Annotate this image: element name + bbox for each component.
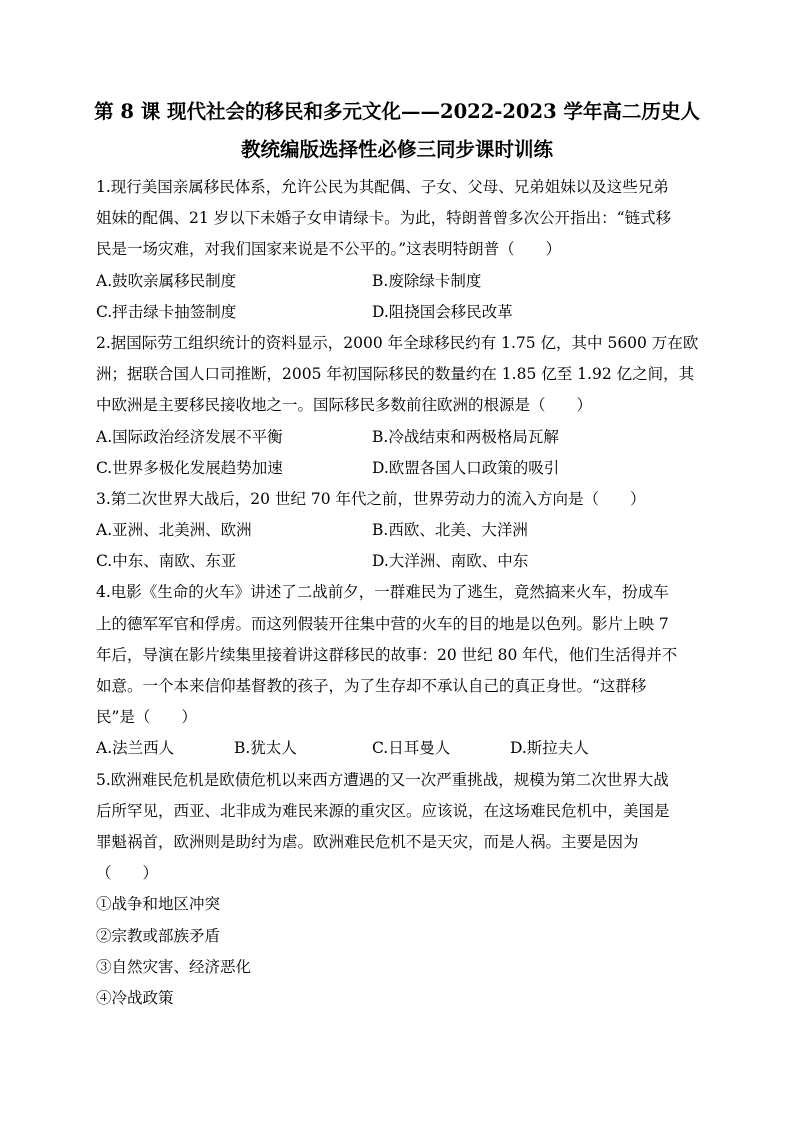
question-3 xyxy=(96,484,706,578)
question-text-line: 1.现行美国亲属移民体系，允许公民为其配偶、子女、父母、兄弟姐妹以及这些兄弟 xyxy=(96,178,669,196)
option-d: D.欧盟各国人口政策的吸引 xyxy=(372,458,560,477)
question-text-line: 中欧洲是主要移民接收地之一。国际移民多数前往欧洲的根源是（ ） xyxy=(96,396,593,415)
document-title-line-2: 教统编版选择性必修三同步课时训练 xyxy=(240,138,553,161)
question-text-line: 2.据国际劳工组织统计的资料显示，2000 年全球移民约有 1.75 亿，其中 5600 万在欧 xyxy=(96,333,699,352)
question-text-line: 姐妹的配偶、21 岁以下未婚子女申请绿卡。为此，特朗普曾多次公开指出：“链式移 xyxy=(96,209,672,228)
option-b: B.冷战结束和两极格局瓦解 xyxy=(372,427,559,446)
option-b: B.废除绿卡制度 xyxy=(372,271,482,290)
statement-4: ④冷战政策 xyxy=(96,988,174,1007)
option-a: A.亚洲、北美洲、欧洲 xyxy=(96,521,252,540)
option-c: C.日耳曼人 xyxy=(372,739,451,758)
question-text-line: 如意。一个本来信仰基督教的孩子，为了生存却不承认自己的真正身世。“这群移 xyxy=(96,677,647,695)
option-c: C.中东、南欧、东亚 xyxy=(96,552,237,571)
options-row xyxy=(96,515,706,546)
question-text-line: 后所罕见，西亚、北非成为难民来源的重灾区。应该说，在这场难民危机中，美国是 xyxy=(96,801,670,820)
options-row xyxy=(96,266,706,297)
question-text-line: 年后，导演在影片续集里接着讲这群移民的故事：20 世纪 80 年代，他们生活得并不 xyxy=(96,645,678,664)
statement-2: ②宗教或部族矛盾 xyxy=(96,926,221,945)
option-a: A.国际政治经济发展不平衡 xyxy=(96,427,283,446)
question-text-line: 3.第二次世界大战后，20 世纪 70 年代之前，世界劳动力的流入方向是（ ） xyxy=(96,489,646,508)
statement-3: ③自然灾害、经济恶化 xyxy=(96,957,252,976)
options-row xyxy=(96,546,706,577)
question-text-line: 4.电影《生命的火车》讲述了二战前夕，一群难民为了逃生，竟然搞来火车，扮成车 xyxy=(96,583,669,602)
question-2 xyxy=(96,328,706,484)
options-row xyxy=(96,453,706,484)
option-d: D.斯拉夫人 xyxy=(510,739,589,758)
option-c: C.世界多极化发展趋势加速 xyxy=(96,458,283,477)
option-d: D.阻挠国会移民改革 xyxy=(372,302,513,321)
option-d: D.大洋洲、南欧、中东 xyxy=(372,552,529,571)
statement-1: ①战争和地区冲突 xyxy=(96,895,221,914)
question-5 xyxy=(96,765,706,1015)
document-title-line-1: 第 8 课 现代社会的移民和多元文化——2022-2023 学年高二历史人 xyxy=(94,100,700,123)
question-list xyxy=(96,172,706,1014)
question-text-line: 5.欧洲难民危机是欧债危机以来西方遭遇的又一次严重挑战，规模为第二次世界大战 xyxy=(96,770,669,789)
option-b: B.西欧、北美、大洋洲 xyxy=(372,521,528,540)
options-row xyxy=(96,297,706,328)
option-a: A.法兰西人 xyxy=(96,739,175,758)
question-text-line: 上的德军军官和俘虏。而这列假装开往集中营的火车的目的地是以色列。影片上映 7 xyxy=(96,614,669,633)
option-c: C.抨击绿卡抽签制度 xyxy=(96,302,237,321)
question-text-line: 洲；据联合国人口司推断，2005 年初国际移民的数量约在 1.85 亿至 1.92 亿之间，其 xyxy=(96,365,695,384)
question-text-line: 罪魁祸首，欧洲则是助纣为虐。欧洲难民危机不是天灾，而是人祸。主要是因为 xyxy=(96,832,639,851)
question-text-line: 民”是（ ） xyxy=(96,708,197,727)
question-1 xyxy=(96,172,706,328)
question-4 xyxy=(96,577,706,764)
options-row xyxy=(96,733,706,764)
options-row xyxy=(96,422,706,453)
question-text-line: 民是一场灾难，对我们国家来说是不公平的。”这表明特朗普（ ） xyxy=(96,240,562,259)
question-text-line: （ ） xyxy=(96,864,159,883)
option-b: B.犹太人 xyxy=(234,739,297,758)
option-a: A.鼓吹亲属移民制度 xyxy=(96,271,237,290)
